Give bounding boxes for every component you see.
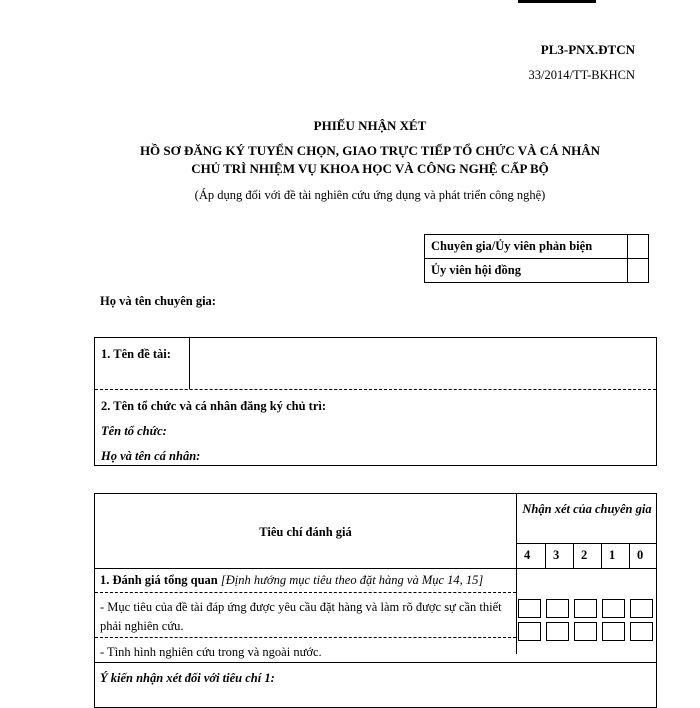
- circular-number: 33/2014/TT-BKHCN: [528, 68, 635, 82]
- row-rule: [95, 637, 516, 638]
- person-name-label: Họ và tên cá nhân:: [101, 449, 201, 463]
- criterion-item-1: - Mục tiêu của đề tài đáp ứng được yêu cầu đặt hàng và làm rõ được sự cần thiết phải nghiên cứu.: [100, 600, 502, 633]
- score-label: 1: [609, 548, 616, 562]
- evaluation-table: [94, 493, 657, 708]
- role-table: [424, 234, 649, 283]
- score-sep: [545, 543, 546, 568]
- form-heading-line1: HỒ SƠ ĐĂNG KÝ TUYỂN CHỌN, GIAO TRỰC TIẾP TỔ CHỨC VÀ CÁ NHÂN: [139, 143, 601, 158]
- score-label: 4: [524, 548, 531, 562]
- role-checkbox-reviewer[interactable]: [628, 235, 649, 259]
- score-cell-0[interactable]: [630, 599, 653, 618]
- score-cell-3[interactable]: [546, 599, 569, 618]
- expert-name-label: Họ và tên chuyên gia:: [100, 294, 216, 308]
- score-sep: [573, 543, 574, 568]
- comment-header: Nhận xét của chuyên gia: [522, 502, 652, 516]
- topic-label: 1. Tên đề tài:: [101, 347, 171, 361]
- column-divider: [516, 494, 517, 654]
- top-rule: [518, 0, 596, 3]
- overview-note: [Định hướng mục tiêu theo đặt hàng và Mục 14, 15]: [220, 573, 484, 587]
- score-label: 2: [581, 548, 588, 562]
- form-heading-line2: CHỦ TRÌ NHIỆM VỤ KHOA HỌC VÀ CÔNG NGHỆ CẤP BỘ: [191, 161, 549, 176]
- topic-divider: [189, 338, 190, 389]
- opinion-label: Ý kiến nhận xét đối với tiêu chí 1:: [100, 671, 275, 685]
- topic-input[interactable]: [191, 340, 653, 386]
- overview-criterion: [100, 573, 483, 588]
- score-cell-4[interactable]: [518, 599, 541, 618]
- role-label: Chuyên gia/Ủy viên phản biện: [425, 235, 628, 259]
- opinion-input[interactable]: [305, 666, 650, 696]
- row-rule: [95, 662, 656, 663]
- score-sep: [601, 543, 602, 568]
- form-title: PHIẾU NHẬN XÉT: [313, 118, 427, 133]
- score-cell-2[interactable]: [574, 622, 597, 641]
- role-row: [425, 235, 649, 259]
- score-cell-1[interactable]: [602, 622, 625, 641]
- role-row: [425, 259, 649, 283]
- overview-title: 1. Đánh giá tổng quan: [100, 573, 218, 587]
- score-label: 3: [553, 548, 560, 562]
- score-label: 0: [637, 548, 644, 562]
- form-code: PL3-PNX.ĐTCN: [540, 42, 635, 57]
- score-cell-1[interactable]: [602, 599, 625, 618]
- role-checkbox-council[interactable]: [628, 259, 649, 283]
- score-cell-3[interactable]: [546, 622, 569, 641]
- criterion-item-2: - Tình hình nghiên cứu trong và ngoài nước.: [100, 645, 322, 659]
- role-label: Ủy viên hội đồng: [425, 259, 628, 283]
- header-bottom-rule: [95, 568, 656, 569]
- form-subtitle: (Áp dụng đối với đề tài nghiên cứu ứng dụng và phát triển công nghệ): [194, 188, 546, 202]
- score-cell-2[interactable]: [574, 599, 597, 618]
- score-cell-4[interactable]: [518, 622, 541, 641]
- org-heading: 2. Tên tổ chức và cá nhân đăng ký chủ trì:: [101, 399, 327, 413]
- org-name-label: Tên tổ chức:: [101, 424, 167, 438]
- row-rule: [95, 592, 516, 593]
- score-header-rule: [516, 543, 657, 544]
- score-cell-0[interactable]: [630, 622, 653, 641]
- project-info-box: [94, 337, 657, 466]
- score-sep: [629, 543, 630, 568]
- criteria-header: Tiêu chí đánh giá: [259, 525, 352, 539]
